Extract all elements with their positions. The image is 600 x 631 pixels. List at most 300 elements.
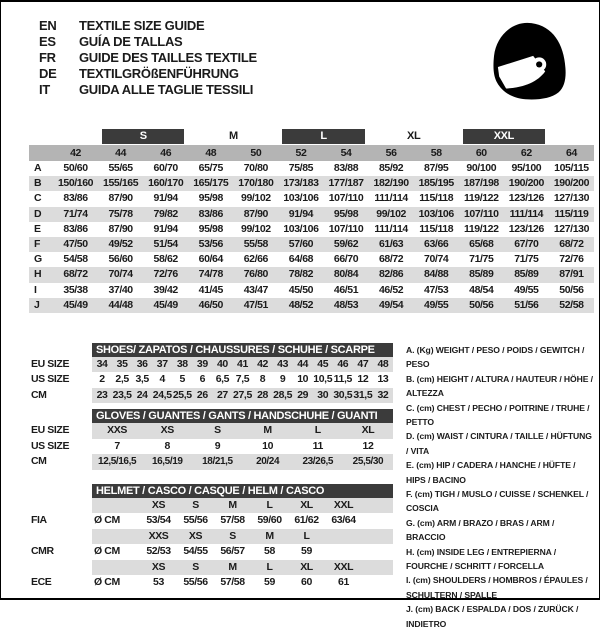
size-value: 28,5 [273,388,293,401]
size-row [31,423,393,439]
helmet-size-label: L [266,560,273,573]
size-number: 48 [205,147,217,159]
size-value: XS [160,424,174,437]
size-value: 39 [196,357,208,370]
size-value: 2,5 [115,373,129,386]
size-group-label: S [102,129,184,144]
size-value: 29 [297,388,309,401]
measurement-value: 71/75 [514,253,539,266]
measurement-value: 111/114 [374,192,408,205]
guide-title: GUIDA ALLE TAGLIE TESSILI [79,82,254,97]
size-value: 18/21,5 [202,456,233,468]
measurement-value: 70/80 [243,162,268,174]
measurement-value: 83/86 [63,192,88,205]
measurement-value: 46/50 [198,298,223,311]
language-code: DE [39,66,57,81]
measurement-value: 80/84 [333,268,359,281]
measurement-value: 91/94 [153,192,178,205]
legend-item: F. (cm) TIGH / MUSLO / CUISSE / SCHENKEL / COSCIA [406,488,589,514]
size-row-label [31,560,92,576]
racing-helmet-icon [485,14,571,108]
measurement-value: 62/66 [243,253,268,266]
measurement-value: 127/130 [553,192,590,205]
size-row [31,388,393,404]
measurement-value: 123/126 [508,222,544,235]
legend-item: I. (cm) SHOULDERS / HOMBROS / ÉPAULES / SCHULTERN / SPALLE [406,575,588,600]
legend-item: G. (cm) ARM / BRAZO / BRAS / ARM / BRACCIO [406,517,555,543]
filler [362,575,393,591]
size-row [31,454,393,470]
measurement-value: 87/95 [424,162,449,174]
measurement-row [29,207,594,222]
measurement-row [29,191,594,206]
shoes-size-table [31,343,393,404]
filler [362,513,393,529]
size-number: 46 [160,147,172,159]
measurement-value: 190/200 [508,177,544,190]
size-value: 24 [136,388,148,401]
measurement-letter: E [34,222,41,235]
size-value: S [214,424,221,437]
measurement-legend [393,343,594,631]
measurement-value: 70/74 [108,268,133,281]
textile-size-guide-page [1,2,599,631]
helmet-size-value: 59/60 [257,514,282,527]
size-value: 26 [196,388,208,401]
measurement-value: 55/58 [243,237,268,250]
measurement-letter: I [34,283,37,296]
size-row-values [92,439,393,455]
helmet-size-label: L [303,529,310,542]
measurement-value: 103/106 [283,222,319,235]
helmet-values-strip [92,513,393,529]
size-value: 11 [312,439,323,452]
measurement-letter: C [34,192,42,205]
helmet-size-table [31,484,393,591]
measurement-value: 48/52 [288,298,314,311]
size-value: 8 [259,373,266,386]
measurement-value: 170/180 [238,177,274,190]
size-value: 47 [357,357,369,370]
helmet-values-strip [92,544,393,560]
measurement-value: 107/110 [328,222,364,235]
size-value: 12 [357,373,369,386]
measurement-letter: J [34,298,40,311]
measurement-value: 35/38 [63,283,88,296]
measurement-row [29,298,594,313]
size-value: 31,5 [353,388,373,401]
helmet-sizes-strip [92,498,393,514]
measurement-value: 119/122 [463,222,499,235]
measurement-value: 43/47 [243,283,268,296]
measurement-value: 68/72 [559,237,584,250]
size-value: 30,5 [333,388,353,401]
guide-title: TEXTILE SIZE GUIDE [79,18,205,33]
measurement-row [29,161,594,176]
measurement-value: 44/48 [108,298,133,311]
measurement-value: 87/90 [108,192,133,205]
size-value: 34 [96,357,108,370]
helmet-size-label: XS [188,529,203,542]
diameter-unit-label: Ø CM [94,545,120,558]
measurement-row [29,267,594,282]
helmet-size-label: M [228,498,237,511]
helmet-size-value: 63/64 [331,514,356,527]
measurement-value: 85/89 [469,268,494,281]
size-number: 52 [295,147,307,159]
gloves-title-row [31,409,393,423]
measurement-value: 54/58 [63,253,88,266]
legend-item: H. (cm) INSIDE LEG / ENTREPIERNA / FOURCHE / SCHRITT / FORCELLA [406,546,557,571]
measurement-value: 87/90 [243,207,268,220]
helmet-size-value: 52/53 [146,545,171,558]
measurement-value: 84/88 [424,268,449,281]
measurement-letter: A [34,162,42,174]
shoes-title-row [31,343,393,357]
size-value: M [263,424,272,437]
measurement-value: 99/102 [241,192,271,205]
measurement-value: 123/126 [508,192,544,205]
helmet-size-value: 56/57 [220,545,245,558]
measurement-value: 58/62 [153,253,178,266]
measurement-value: 155/165 [103,177,139,190]
helmet-table-title: HELMET / CASCO / CASQUE / HELM / CASCO [92,484,393,498]
standard-label: ECE [31,576,52,589]
size-value: XL [361,424,375,437]
guide-title: GUÍA DE TALLAS [79,34,183,49]
gloves-rows [31,423,393,470]
label-spacer [31,409,92,423]
size-value: 23,5 [112,388,132,401]
measurement-value: 49/55 [514,283,539,296]
helmet-size-value: 59 [301,545,312,558]
size-number: 56 [385,147,397,159]
measurement-letter: B [34,177,42,190]
helmet-size-label: S [192,498,199,511]
measurement-value: 95/98 [198,192,223,205]
helmet-size-label: XXL [333,498,354,511]
measurement-value: 150/160 [57,177,94,190]
measurement-value: 49/54 [378,298,404,311]
helmet-size-value: 55/56 [183,514,208,527]
size-value: 27,5 [233,388,252,401]
size-value: 20/24 [256,456,280,468]
measurement-value: 39/42 [153,283,178,296]
measurement-value: 91/94 [288,207,314,220]
measurement-value: 51/54 [153,237,178,250]
helmet-sizes-row [31,529,393,545]
measurement-value: 49/55 [424,298,449,311]
helmet-size-value: 61/62 [294,514,319,527]
legend-item: A. (Kg) WEIGHT / PESO / POIDS / GEWITCH / PESO [406,344,585,370]
measurement-value: 72/76 [559,253,584,266]
label-spacer [31,484,92,498]
measurement-value: 59/62 [333,237,359,250]
measurement-value: 95/98 [198,222,223,235]
size-value: XXS [107,424,127,437]
size-row-label: US SIZE [31,373,70,386]
size-value: 23 [96,388,108,401]
size-value: L [314,424,321,437]
standard-label: FIA [31,514,47,527]
language-code: FR [39,50,56,65]
helmet-sizes-strip [92,560,393,576]
legend-item: C. (cm) CHEST / PECHO / POITRINE / TRUHE / PETTO [406,402,590,427]
size-number: 50 [250,147,262,159]
helmet-values-strip [92,575,393,591]
measurement-value: 37/40 [108,283,133,296]
legend-item: J. (cm) BACK / ESPALDA / DOS / ZURÜCK / INDIETRO [406,604,579,629]
measurement-letter: G [34,253,42,266]
measurement-value: 75/78 [108,207,133,220]
shoes-table-title: SHOES/ ZAPATOS / CHAUSSURES / SCHUHE / SCARPE [92,343,393,357]
measurement-value: 115/119 [554,207,589,220]
size-group-label: XL [407,130,421,142]
measurement-value: 64/68 [288,253,314,266]
racing-helmet-glyph [485,14,571,108]
measurement-value: 87/91 [559,268,584,281]
shoes-rows [31,357,393,404]
filler [362,498,393,514]
measurement-value: 107/110 [463,207,499,220]
legend-item: D. (cm) WAIST / CINTURA / TAILLE / HÜFTUNG / VITA [406,431,592,456]
measurement-value: 63/66 [424,237,449,250]
measurement-row [29,176,594,191]
size-number: 44 [115,147,127,159]
measurement-value: 75/85 [288,162,314,174]
size-value: 40 [216,357,228,370]
measurement-value: 71/74 [63,207,88,220]
measurement-value: 185/195 [418,177,454,190]
size-row-label: EU SIZE [31,357,70,370]
measurement-value: 60/70 [153,162,178,174]
helmet-size-value: 53 [153,576,164,589]
measurement-letter: F [34,237,41,250]
measurement-value: 165/175 [193,177,229,190]
measurement-value: 95/98 [333,207,359,220]
helmet-size-value: 57/58 [220,576,245,589]
size-value: 43 [277,357,289,370]
size-number: 42 [70,147,81,159]
size-value: 16,5/19 [151,456,183,468]
measurement-value: 79/82 [153,207,178,220]
measurement-value: 177/187 [328,177,364,190]
measurement-row [29,237,594,252]
measurement-value: 71/75 [469,253,494,266]
measurement-value: 99/102 [376,207,406,220]
gloves-size-table [31,409,393,470]
size-value: 27 [216,388,228,401]
measurement-row [29,222,594,237]
helmet-title-row [31,484,393,498]
helmet-size-value: 55/56 [183,576,208,589]
measurement-value: 70/74 [424,253,449,266]
language-code: EN [39,18,57,33]
size-number: 64 [566,147,577,159]
textile-size-table [29,128,594,313]
measurement-row [29,283,594,298]
size-value: 42 [257,357,268,370]
size-value: 37 [156,357,168,370]
measurement-letter: H [34,268,42,281]
measurement-value: 111/114 [509,207,544,220]
measurement-value: 91/94 [153,222,178,235]
size-value: 12 [362,439,374,452]
standard-label: CMR [31,545,54,558]
helmet-size-label: XXL [333,560,354,573]
empty-cell [92,529,140,545]
size-value: 25,5/30 [352,456,384,468]
measurement-value: 56/60 [108,253,133,266]
helmet-size-value: 59 [264,576,275,589]
empty-cell [92,498,140,514]
size-value: 46 [337,357,349,370]
filler [362,560,393,576]
measurement-value: 52/58 [559,298,584,311]
helmet-size-value: 58 [264,545,275,558]
size-row-values [92,423,393,439]
diameter-unit-label: Ø CM [94,514,120,527]
size-value: 36 [136,357,148,370]
measurement-value: 87/90 [108,222,133,235]
measurement-value: 65/68 [469,237,494,250]
size-value: 32 [377,388,389,401]
size-letters-row [29,128,594,145]
helmet-size-label: S [229,529,236,542]
size-row [31,357,393,373]
size-row-values [92,388,393,404]
measurement-value: 182/190 [373,177,409,190]
size-value: 7,5 [235,373,250,386]
measurement-value: 41/45 [198,283,223,296]
measurement-value: 74/78 [198,268,223,281]
measurement-value: 83/86 [63,222,88,235]
measurement-value: 47/50 [63,237,88,250]
size-value: 7 [114,439,120,452]
helmet-values-row [31,513,393,529]
measurement-value: 57/60 [288,237,314,250]
measurement-value: 60/64 [198,253,223,266]
measurement-value: 127/130 [553,222,590,235]
measurement-value: 45/49 [153,298,178,311]
measurement-value: 187/198 [463,177,499,190]
measurement-value: 45/50 [288,283,314,296]
helmet-values-row [31,575,393,591]
helmet-size-label: M [228,560,237,573]
size-value: 28 [257,388,268,401]
size-row-values [92,454,393,470]
helmet-sizes-row [31,560,393,576]
size-value: 11,5 [333,373,352,386]
helmet-size-label: XS [151,560,166,573]
size-value: 30 [317,388,329,401]
empty-cell [92,560,140,576]
size-group-label: XXL [463,129,545,144]
helmet-sizes-row [31,498,393,514]
measurement-value: 49/52 [108,237,133,250]
size-row-label: CM [31,455,47,468]
legend-item: E. (cm) HIP / CADERA / HANCHE / HÜFTE / HIPS / BACINO [406,460,576,485]
legend-item: B. (cm) HEIGHT / ALTURA / HAUTEUR / HÖHE / ALTEZZA [406,373,593,399]
measurement-row [29,252,594,267]
size-row-label [31,529,92,545]
helmet-sizes-strip [92,529,393,545]
guide-title: GUIDE DES TAILLES TEXTILE [79,50,257,65]
size-row-label: EU SIZE [31,424,70,437]
measurement-value: 48/53 [333,298,359,311]
measurement-value: 76/80 [243,268,268,281]
helmet-size-label: XL [300,560,313,573]
size-group-label: M [228,130,238,142]
size-value: 9 [279,373,286,386]
measurement-value: 47/51 [243,298,268,311]
language-code: IT [39,82,50,97]
size-row-label: US SIZE [31,439,70,452]
size-value: 38 [176,357,188,370]
size-number: 60 [475,147,487,159]
measurement-value: 48/54 [469,283,494,296]
size-row [31,372,393,388]
helmet-size-label: XL [300,498,313,511]
size-value: 12,5/16,5 [98,456,137,468]
measurement-value: 119/122 [463,192,499,205]
measurement-value: 51/56 [514,298,539,311]
filler [325,529,393,545]
measurement-value: 47/53 [424,283,449,296]
measurement-value: 103/106 [418,207,454,220]
measurement-value: 46/52 [378,283,404,296]
measurement-value: 105/115 [554,162,589,174]
measurement-value: 115/118 [419,222,454,235]
size-value: 48 [377,357,389,370]
size-number: 54 [340,147,352,159]
size-value: 35 [116,357,128,370]
measurement-value: 95/100 [511,162,542,174]
helmet-size-value: 53/54 [146,514,171,527]
helmet-size-value: 57/58 [220,514,245,527]
measurement-value: 55/65 [108,162,133,174]
helmet-size-label: M [265,529,274,542]
measurement-value: 83/88 [333,162,359,174]
measurement-value: 90/100 [466,162,497,174]
size-value: 10 [262,439,274,452]
measurement-value: 107/110 [328,192,364,205]
label-spacer [31,343,92,357]
helmet-rows [31,498,393,591]
measurement-value: 61/63 [378,237,404,250]
measurement-value: 78/82 [288,268,314,281]
size-value: 6,5 [215,373,230,386]
gloves-table-title: GLOVES / GUANTES / GANTS / HANDSCHUHE / GUANTI [92,409,393,423]
measurement-value: 190/200 [553,177,590,190]
measurement-value: 83/86 [198,207,223,220]
helmet-size-value: 60 [301,576,312,589]
measurement-value: 50/56 [469,298,494,311]
measurement-value: 46/51 [333,283,359,296]
measurement-value: 99/102 [241,222,271,235]
size-row-values [92,357,393,373]
size-value: 4 [159,373,165,386]
measurement-value: 67/70 [514,237,539,250]
size-value: 9 [214,439,221,452]
guide-title: TEXTILGRÖßENFÜHRUNG [79,66,239,81]
guide-header [1,2,599,106]
size-value: 44 [297,357,309,370]
size-value: 25,5 [172,388,192,401]
measurement-letter: D [34,207,42,220]
measurement-value: 66/70 [333,253,359,266]
helmet-size-value: 61 [338,576,349,589]
